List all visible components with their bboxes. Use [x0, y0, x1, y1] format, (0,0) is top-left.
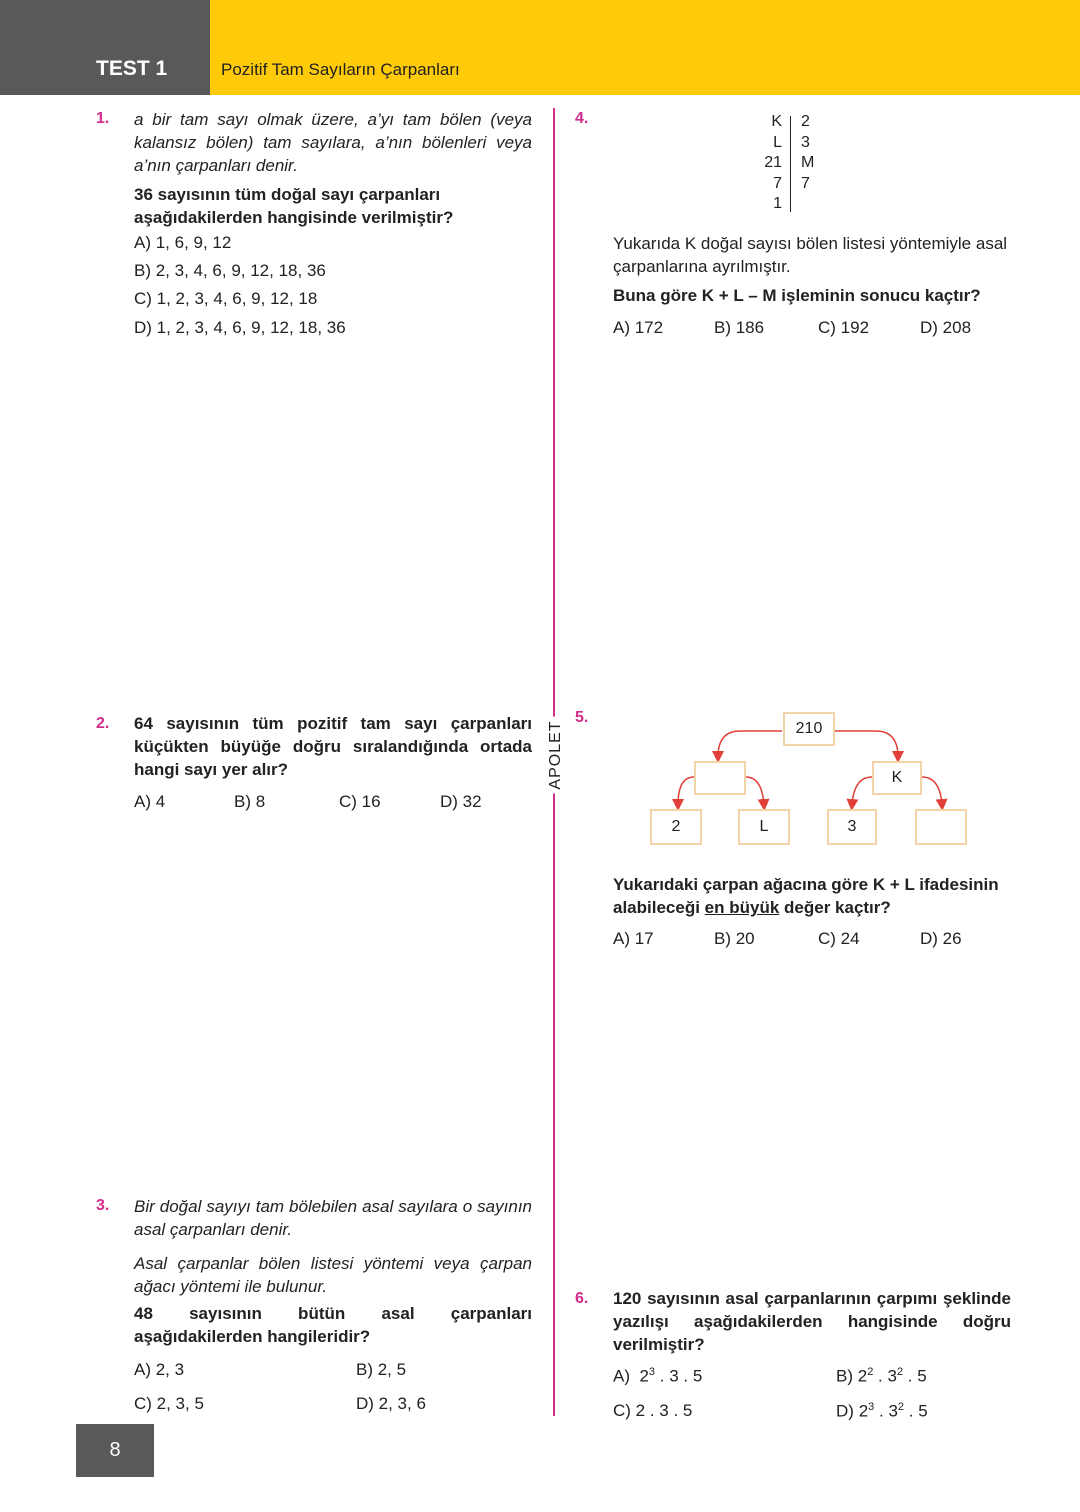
- q6-question: 120 sayısının asal çarpanlarının çarpımı şeklinde yazılışı aşağıdakilerden hangisinde doğru verilmiştir?: [613, 1289, 1011, 1354]
- q5-option-d[interactable]: D) 26: [920, 929, 962, 948]
- q6-option-c[interactable]: C) 2 . 3 . 5: [613, 1401, 693, 1420]
- arrow-leftmid-L: [746, 777, 764, 805]
- tree-leaf-2: [738, 809, 790, 845]
- divisor-right-3: 7: [801, 174, 810, 192]
- q6-d-exp1: 3: [868, 1401, 875, 1413]
- q5-question-emph: en büyük: [704, 898, 780, 917]
- page-number-label: 8: [109, 1439, 121, 1461]
- arrow-root-left: [718, 731, 782, 757]
- tree-node-root-label: 210: [795, 720, 823, 737]
- q2-option-b[interactable]: B) 8: [234, 792, 266, 811]
- q6-b-exp2: 2: [896, 1366, 904, 1378]
- tree-leaf-1-label: 2: [671, 818, 681, 835]
- q2-question: 64 sayısının tüm pozitif tam sayı çarpanları küçükten büyüğe doğru sıralandığında ortada hangi sayı yer alır?: [134, 714, 532, 779]
- tree-leaf-3-label: 3: [847, 818, 857, 835]
- divisor-left-3: 7: [773, 174, 782, 192]
- q2-number: 2.: [96, 715, 110, 732]
- q6-option-a[interactable]: [613, 1366, 702, 1387]
- q3-intro2: Asal çarpanlar bölen listesi yöntemi veya çarpan ağacı yöntemi ile bulunur.: [134, 1254, 532, 1296]
- q5-option-b[interactable]: B) 20: [714, 929, 755, 948]
- q6-b-exp1: 2: [867, 1366, 874, 1378]
- q3-option-c[interactable]: C) 2, 3, 5: [134, 1394, 204, 1413]
- q3-intro1: Bir doğal sayıyı tam bölebilen asal sayılara o sayının asal çarpanları denir.: [134, 1197, 532, 1239]
- q3-body: [134, 1195, 532, 1348]
- q3-question: 48 sayısının bütün asal çarpanları aşağıdakilerden hangileridir?: [134, 1304, 532, 1346]
- divisor-right-0: 2: [801, 113, 810, 130]
- q1-option-b[interactable]: B) 2, 3, 4, 6, 9, 12, 18, 36: [134, 261, 326, 280]
- q5-option-a[interactable]: A) 17: [613, 929, 654, 948]
- divisor-left-2: 21: [764, 154, 782, 171]
- arrow-leftmid-2: [678, 777, 694, 805]
- divisor-right-1: 3: [801, 133, 810, 151]
- q1-option-a[interactable]: A) 1, 6, 9, 12: [134, 233, 232, 252]
- q6-body: [613, 1287, 1011, 1356]
- q5-number: 5.: [575, 709, 589, 726]
- q3-option-a[interactable]: A) 2, 3: [134, 1360, 185, 1379]
- q4-option-c[interactable]: C) 192: [818, 318, 870, 337]
- q2-option-d[interactable]: D) 32: [440, 792, 482, 811]
- q5-body: [613, 873, 1013, 919]
- tree-leaf-1: [650, 809, 702, 845]
- arrow-K-3: [852, 777, 872, 805]
- q4-intro: Yukarıda K doğal sayısı bölen listesi yöntemiyle asal çarpanlarına ayrılmıştır.: [613, 234, 1008, 276]
- q5-option-c[interactable]: C) 24: [818, 929, 860, 948]
- q2-option-c[interactable]: C) 16: [339, 792, 381, 811]
- divisor-right-2: M: [801, 154, 815, 171]
- q4-question: Buna göre K + L – M işleminin sonucu kaçtır?: [613, 286, 981, 305]
- arrow-K-empty: [922, 777, 942, 805]
- q4-number: 4.: [575, 110, 589, 127]
- q6-option-d[interactable]: [836, 1401, 928, 1422]
- tree-node-right-mid-label: K: [891, 769, 903, 786]
- arrow-root-right: [834, 731, 898, 757]
- q6-d-rest: . 5: [904, 1401, 928, 1421]
- q6-d-base: 2: [858, 1401, 869, 1421]
- header-yellow-band: [210, 0, 1080, 95]
- tree-node-root: [783, 712, 835, 746]
- q5-question-post: değer kaçtır?: [779, 898, 891, 917]
- q6-b-rest: . 5: [903, 1366, 927, 1386]
- q6-b-base: 2: [857, 1366, 868, 1386]
- tree-leaf-3: [827, 809, 877, 845]
- q4-option-d[interactable]: D) 208: [920, 318, 972, 337]
- q6-number: 6.: [575, 1290, 589, 1307]
- q6-d-mid: . 3: [874, 1401, 898, 1421]
- divisor-bar: [790, 116, 791, 212]
- tree-node-left-mid: [694, 761, 746, 795]
- q1-body: [134, 108, 532, 229]
- q1-number: 1.: [96, 110, 110, 127]
- q1-question: 36 sayısının tüm doğal sayı çarpanları aşağıdakilerden hangisinde verilmiştir?: [134, 185, 454, 227]
- page-title: Pozitif Tam Sayıların Çarpanları: [221, 60, 460, 79]
- q6-d-label: D): [836, 1401, 854, 1421]
- test-label: TEST 1: [96, 57, 168, 80]
- q6-a-rest: . 3 . 5: [655, 1366, 703, 1386]
- q3-number: 3.: [96, 1197, 110, 1214]
- q3-option-d[interactable]: D) 2, 3, 6: [356, 1394, 426, 1413]
- q2-body: [134, 712, 532, 781]
- tree-leaf-4: [915, 809, 967, 845]
- q6-a-label: A): [613, 1366, 630, 1386]
- q6-a-exp: 3: [648, 1366, 656, 1378]
- q1-option-c[interactable]: C) 1, 2, 3, 4, 6, 9, 12, 18: [134, 289, 318, 308]
- divisor-left-4: 1: [773, 195, 782, 212]
- q6-b-mid: . 3: [873, 1366, 897, 1386]
- brand-label: APOLET: [547, 716, 565, 793]
- q3-option-b[interactable]: B) 2, 5: [356, 1360, 407, 1379]
- q6-option-b[interactable]: [836, 1366, 927, 1387]
- q1-option-d[interactable]: D) 1, 2, 3, 4, 6, 9, 12, 18, 36: [134, 318, 346, 337]
- q2-option-a[interactable]: A) 4: [134, 792, 166, 811]
- tree-node-right-mid: [872, 761, 922, 795]
- divisor-left-1: L: [773, 133, 782, 151]
- q6-b-label: B): [836, 1366, 853, 1386]
- page-number: [76, 1424, 154, 1477]
- q1-intro: a bir tam sayı olmak üzere, a’yı tam bölen (veya kalansız bölen) tam sayılara, a’nın bölenleri veya a’nın çarpanları denir.: [134, 110, 532, 175]
- divisor-left-0: K: [771, 113, 782, 130]
- q4-option-a[interactable]: A) 172: [613, 318, 664, 337]
- q5-question: [613, 873, 1013, 919]
- q4-option-b[interactable]: B) 186: [714, 318, 765, 337]
- q6-d-exp2: 2: [897, 1401, 905, 1413]
- q5-question-pre: Yukarıdaki çarpan ağacına göre K + L ifadesinin alabileceği: [613, 875, 999, 917]
- q6-a-base: 2: [639, 1366, 649, 1386]
- tree-leaf-2-label: L: [759, 818, 769, 835]
- q4-body: [613, 232, 1011, 307]
